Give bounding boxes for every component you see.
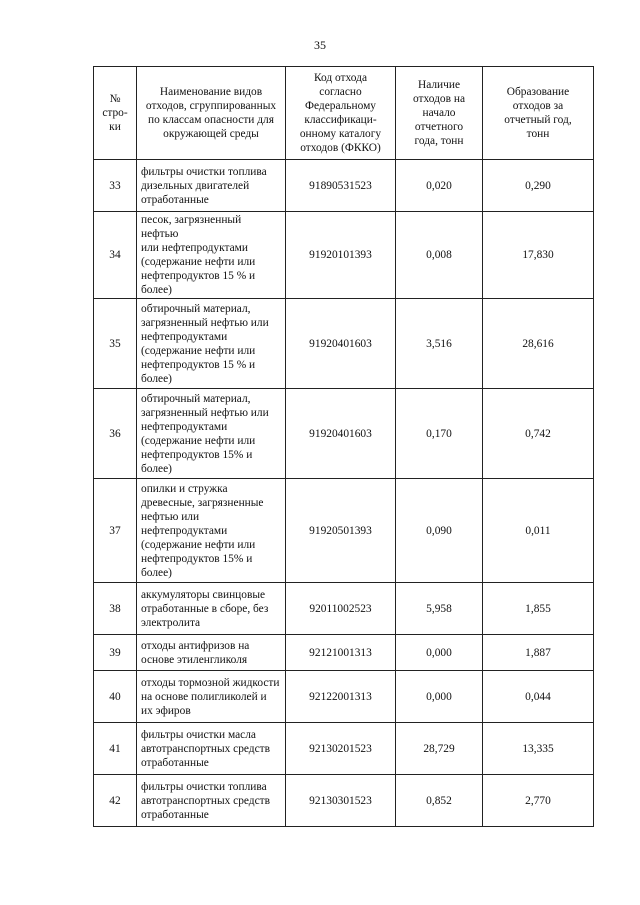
start-amount: 5,958	[396, 583, 483, 635]
waste-name: опилки и стружка древесные, загрязненные нефтью или нефтепродуктами (содержание нефти или нефтепродуктов 15% и более)	[137, 479, 286, 583]
start-amount: 0,008	[396, 212, 483, 299]
row-number: 36	[94, 389, 137, 479]
row-number: 42	[94, 775, 137, 827]
waste-table	[93, 66, 594, 827]
waste-name: песок, загрязненный нефтью или нефтепродуктами (содержание нефти или нефтепродуктов 15 % и более)	[137, 212, 286, 299]
table-row	[94, 212, 594, 299]
table-row	[94, 479, 594, 583]
fkko-code: 92130301523	[286, 775, 396, 827]
start-amount: 0,020	[396, 160, 483, 212]
table-row	[94, 583, 594, 635]
start-amount: 28,729	[396, 723, 483, 775]
start-amount: 0,000	[396, 635, 483, 671]
fkko-code: 91920501393	[286, 479, 396, 583]
start-amount: 0,170	[396, 389, 483, 479]
row-number: 41	[94, 723, 137, 775]
waste-name: фильтры очистки топлива автотранспортных средств отработанные	[137, 775, 286, 827]
header-row-number: № стро- ки	[94, 67, 137, 160]
row-number: 34	[94, 212, 137, 299]
waste-name: фильтры очистки масла автотранспортных средств отработанные	[137, 723, 286, 775]
row-number: 37	[94, 479, 137, 583]
formed-amount: 28,616	[483, 299, 594, 389]
fkko-code: 91920101393	[286, 212, 396, 299]
row-number: 38	[94, 583, 137, 635]
table-row	[94, 389, 594, 479]
table-row	[94, 160, 594, 212]
start-amount: 3,516	[396, 299, 483, 389]
start-amount: 0,852	[396, 775, 483, 827]
table-row	[94, 671, 594, 723]
table-row	[94, 299, 594, 389]
fkko-code: 92121001313	[286, 635, 396, 671]
waste-name: аккумуляторы свинцовые отработанные в сборе, без электролита	[137, 583, 286, 635]
start-amount: 0,090	[396, 479, 483, 583]
start-amount: 0,000	[396, 671, 483, 723]
formed-amount: 1,887	[483, 635, 594, 671]
header-fkko-code: Код отхода согласно Федеральному классификаци- онному каталогу отходов (ФККО)	[286, 67, 396, 160]
fkko-code: 91920401603	[286, 299, 396, 389]
waste-name: обтирочный материал, загрязненный нефтью или нефтепродуктами (содержание нефти или нефтепродуктов 15 % и более)	[137, 299, 286, 389]
fkko-code: 91890531523	[286, 160, 396, 212]
row-number: 35	[94, 299, 137, 389]
waste-name: фильтры очистки топлива дизельных двигателей отработанные	[137, 160, 286, 212]
header-start-amount: Наличие отходов на начало отчетного года, тонн	[396, 67, 483, 160]
waste-name: отходы тормозной жидкости на основе полигликолей и их эфиров	[137, 671, 286, 723]
formed-amount: 0,290	[483, 160, 594, 212]
page-number: 35	[314, 38, 326, 52]
waste-name: обтирочный материал, загрязненный нефтью или нефтепродуктами (содержание нефти или нефтепродуктов 15% и более)	[137, 389, 286, 479]
row-number: 33	[94, 160, 137, 212]
formed-amount: 0,011	[483, 479, 594, 583]
fkko-code: 92122001313	[286, 671, 396, 723]
row-number: 40	[94, 671, 137, 723]
table-row	[94, 635, 594, 671]
table-header-row	[94, 67, 594, 160]
formed-amount: 13,335	[483, 723, 594, 775]
fkko-code: 92011002523	[286, 583, 396, 635]
table-row	[94, 723, 594, 775]
formed-amount: 0,044	[483, 671, 594, 723]
formed-amount: 0,742	[483, 389, 594, 479]
table-row	[94, 775, 594, 827]
formed-amount: 1,855	[483, 583, 594, 635]
formed-amount: 2,770	[483, 775, 594, 827]
fkko-code: 91920401603	[286, 389, 396, 479]
formed-amount: 17,830	[483, 212, 594, 299]
header-formed-amount: Образование отходов за отчетный год, тонн	[483, 67, 594, 160]
fkko-code: 92130201523	[286, 723, 396, 775]
waste-name: отходы антифризов на основе этиленгликоля	[137, 635, 286, 671]
row-number: 39	[94, 635, 137, 671]
header-waste-name: Наименование видов отходов, сгруппированных по классам опасности для окружающей среды	[137, 67, 286, 160]
